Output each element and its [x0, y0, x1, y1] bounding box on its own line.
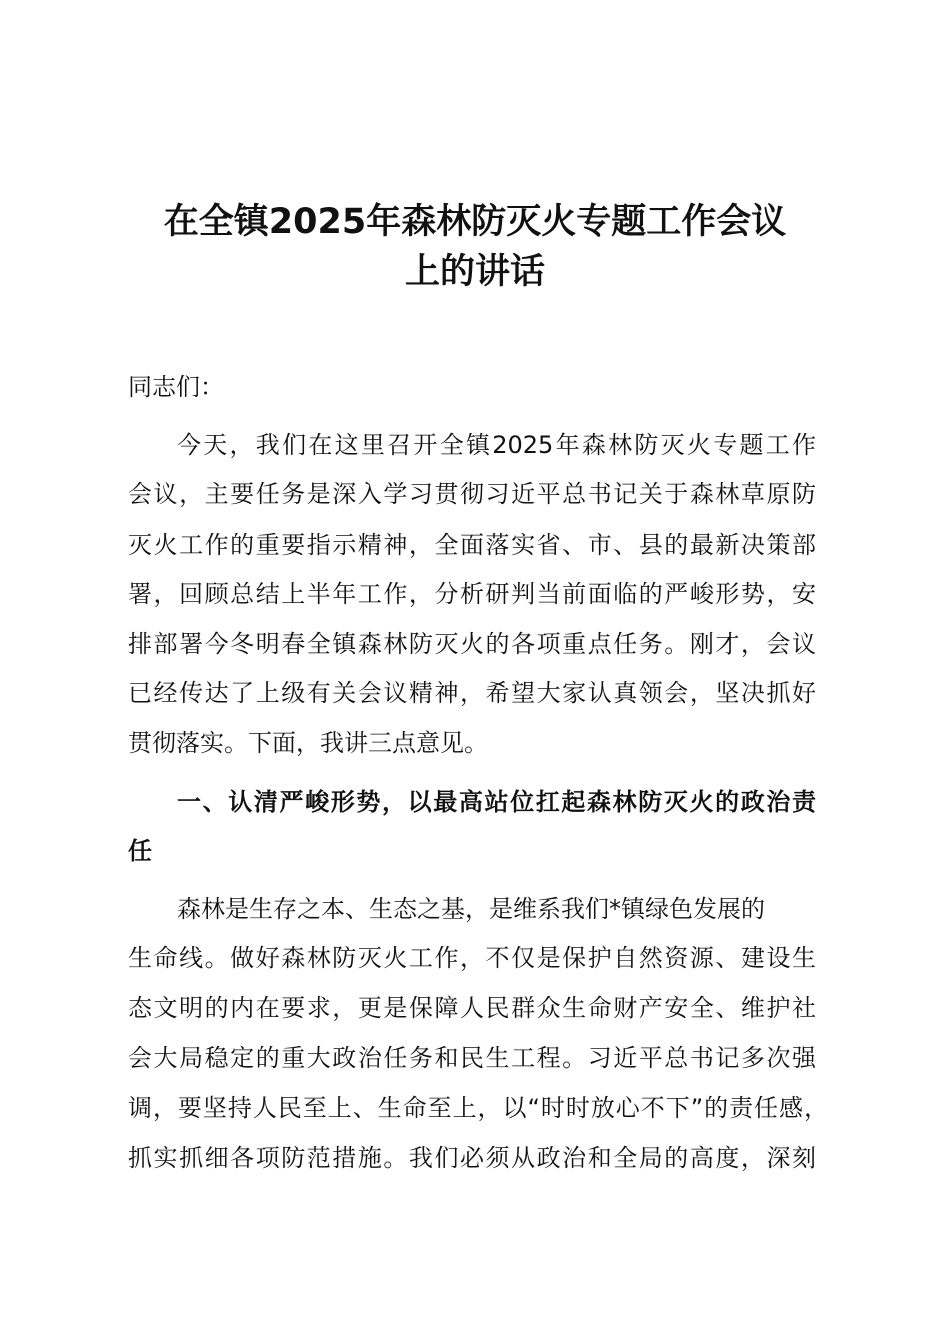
document-title-line-2: 上的讲话	[404, 252, 545, 292]
heading-line: 一、认清严峻形势，以最高站位扛起森林防灭火的政治责	[177, 788, 816, 816]
text-line: 贯彻落实。下面，我讲三点意见。	[128, 729, 488, 757]
document-title-line-1: 在全镇2025年森林防灭火专题工作会议	[163, 202, 787, 242]
heading-line: 任	[128, 837, 152, 865]
text-line: 排部署今冬明春全镇森林防灭火的各项重点任务。刚才，会议	[128, 630, 816, 658]
text-line: 会大局稳定的重大政治任务和民生工程。习近平总书记多次强	[128, 1044, 816, 1072]
text-line: 今天，我们在这里召开全镇2025年森林防灭火专题工作	[177, 431, 816, 459]
text-line: 森林是生存之本、生态之基，是维系我们*镇绿色发展的	[177, 895, 765, 923]
text-line: 已经传达了上级有关会议精神，希望大家认真领会，坚决抓好	[128, 679, 816, 707]
text-line: 署，回顾总结上半年工作，分析研判当前面临的严峻形势，安	[128, 580, 816, 608]
text-line: 调，要坚持人民至上、生命至上，以“时时放心不下”的责任感，	[128, 1094, 828, 1122]
text-line: 态文明的内在要求，更是保障人民群众生命财产安全、维护社	[128, 994, 816, 1022]
text-line: 会议，主要任务是深入学习贯彻习近平总书记关于森林草原防	[128, 480, 816, 508]
text-line: 灭火工作的重要指示精神，全面落实省、市、县的最新决策部	[128, 531, 816, 559]
salutation: 同志们：	[128, 373, 224, 401]
text-line: 生命线。做好森林防灭火工作，不仅是保护自然资源、建设生	[128, 944, 816, 972]
text-line: 抓实抓细各项防范措施。我们必须从政治和全局的高度，深刻	[128, 1144, 816, 1172]
